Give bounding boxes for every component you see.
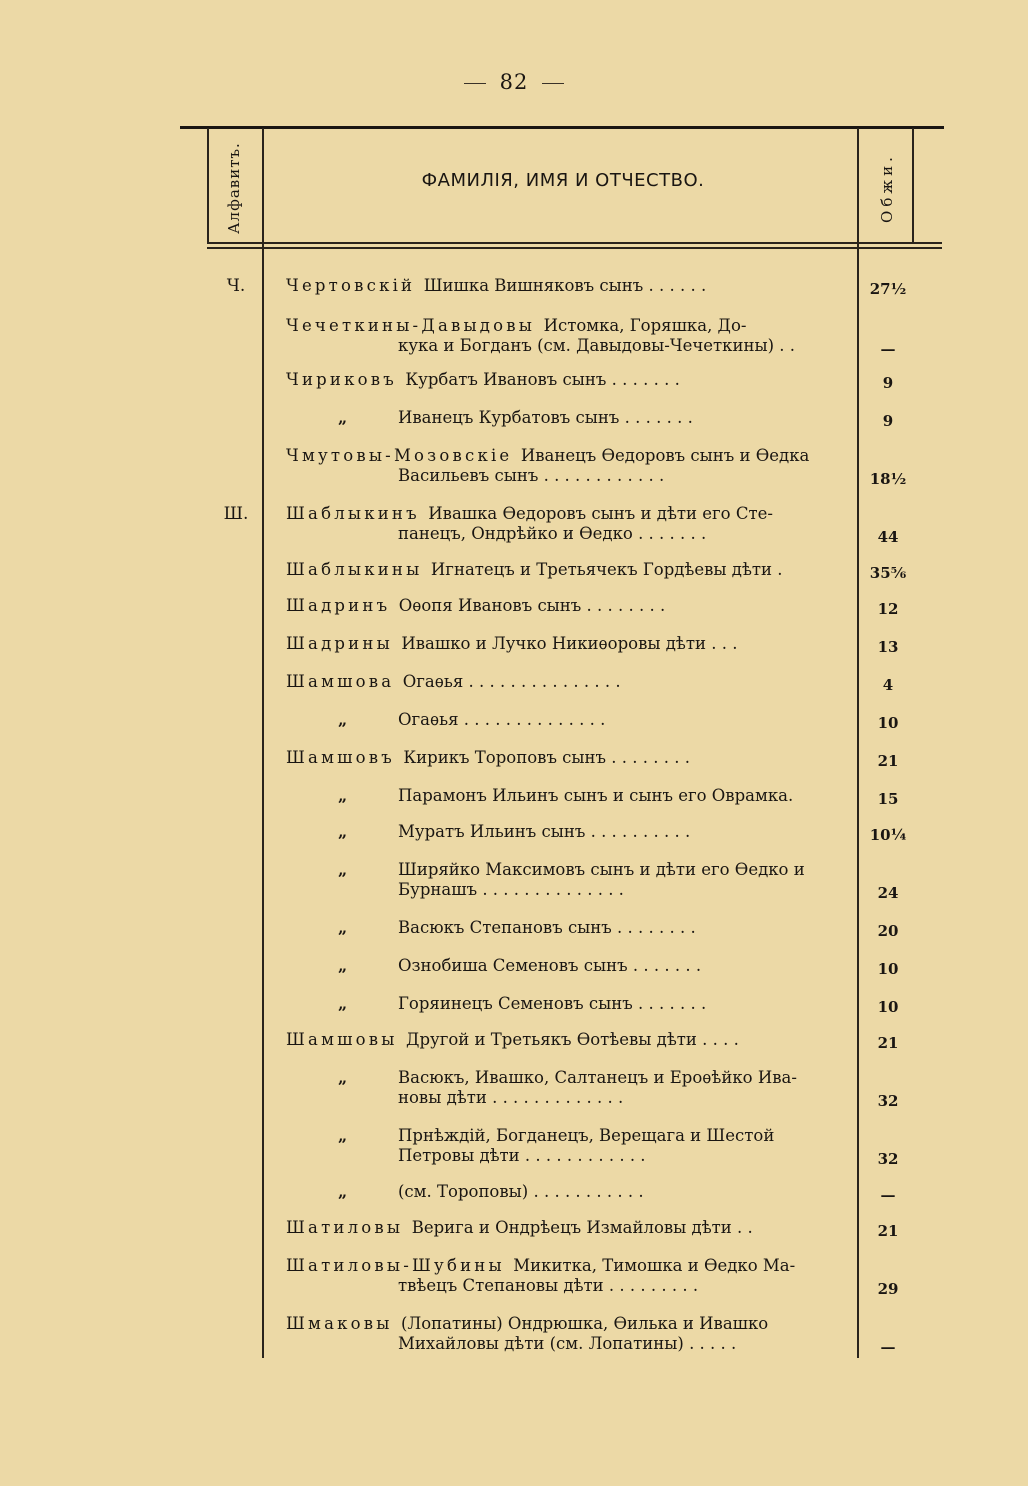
alphabet-letter: Ш. xyxy=(223,504,249,524)
entry-line-text: Огаѳья . . . . . . . . . . . . . . xyxy=(398,710,606,729)
name-column-header: ФАМИЛІЯ, ИМЯ И ОТЧЕСТВО. xyxy=(421,170,705,191)
entry-line-text: новы дѣти . . . . . . . . . . . . . xyxy=(398,1088,624,1107)
entry-line xyxy=(286,822,842,842)
alphabet-header: Алфавитъ. xyxy=(225,142,243,234)
entry-line xyxy=(286,1276,842,1296)
entry-line-text: Веригa и Ондрѣецъ Измайловы дѣти . . xyxy=(411,1218,753,1237)
entry-line-text: (см. Тороповы) . . . . . . . . . . . xyxy=(398,1182,644,1201)
entry-line-text: кука и Богданъ (см. Давыдовы-Чечеткины) . . xyxy=(398,336,796,355)
table-right-border xyxy=(912,128,914,244)
entry-text xyxy=(286,786,842,806)
entry-text xyxy=(286,956,842,976)
entry-line xyxy=(286,504,842,524)
entry-line-text: Оѳопя Ивановъ сынъ . . . . . . . . xyxy=(398,596,666,615)
entry-text xyxy=(286,1218,842,1238)
obzh-value: 10 xyxy=(877,960,899,978)
entry-text xyxy=(286,276,842,296)
entry-text xyxy=(286,994,842,1014)
entry-line-text: Игнатецъ и Третьячекъ Гордѣевы дѣти . xyxy=(430,560,783,579)
obzh-value: 24 xyxy=(877,884,899,902)
entry-line xyxy=(286,880,842,900)
entry-line xyxy=(286,408,842,428)
entry-text xyxy=(286,822,842,842)
entry-line xyxy=(286,786,842,806)
entry-line xyxy=(286,634,842,654)
entry-line xyxy=(286,1088,842,1108)
obzh-value: 32 xyxy=(877,1092,899,1110)
obzh-value: 9 xyxy=(882,374,894,392)
obzh-value: 20 xyxy=(877,922,899,940)
entry-text xyxy=(286,748,842,768)
entry-text xyxy=(286,672,842,692)
entry-line xyxy=(286,1146,842,1166)
obzh-value: 4 xyxy=(882,676,894,694)
obzh-value: 21 xyxy=(877,1222,899,1240)
ditto-mark: „ xyxy=(338,1182,348,1201)
surname: Шадринъ xyxy=(286,596,399,615)
entry-line-text: Ознобиша Семеновъ сынъ . . . . . . . xyxy=(398,956,702,975)
entry-line-text: Бурнашъ . . . . . . . . . . . . . . xyxy=(398,880,624,899)
ditto-mark: „ xyxy=(338,786,348,805)
ditto-mark: „ xyxy=(338,1126,348,1145)
ditto-mark: „ xyxy=(338,918,348,937)
entry-line-text: Парамонъ Ильинъ сынъ и сынъ его Оврамка. xyxy=(398,786,794,805)
entry-text xyxy=(286,316,842,356)
surname: Шадрины xyxy=(286,634,402,653)
surname: Шамшова xyxy=(286,672,403,691)
obzh-value: 9 xyxy=(882,412,894,430)
alpha-column-divider xyxy=(262,128,264,1358)
entry-line xyxy=(286,994,842,1014)
entry-text xyxy=(286,446,842,486)
entry-text xyxy=(286,1256,842,1296)
entry-line xyxy=(286,276,842,296)
entry-line-text: Михайловы дѣти (см. Лопатины) . . . . . xyxy=(398,1334,737,1353)
obzh-value: 29 xyxy=(877,1280,899,1298)
entry-line xyxy=(286,1030,842,1050)
entry-line-text: Васюкъ, Ивашко, Салтанецъ и Ероѳѣйко Ива- xyxy=(398,1068,797,1087)
top-rule xyxy=(180,126,944,129)
surname: Шмаковы xyxy=(286,1314,402,1333)
ditto-mark: „ xyxy=(338,956,348,975)
entry-line-text: Огаѳья . . . . . . . . . . . . . . . xyxy=(402,672,621,691)
entry-text xyxy=(286,1068,842,1108)
entry-line xyxy=(286,316,842,336)
entry-line-text: твѣецъ Степановы дѣти . . . . . . . . . xyxy=(398,1276,699,1295)
entry-line-text: Иванецъ Курбатовъ сынъ . . . . . . . xyxy=(398,408,693,427)
obzh-value: 44 xyxy=(877,528,899,546)
entry-line-text: Муратъ Ильинъ сынъ . . . . . . . . . . xyxy=(398,822,691,841)
obzh-column-divider xyxy=(857,128,859,1358)
obzh-value: 13 xyxy=(877,638,899,656)
entry-line xyxy=(286,466,842,486)
entry-line-text: Ивашка Ѳедоровъ сынъ и дѣти его Сте- xyxy=(428,504,773,523)
entry-line-text: Прнѣждій, Богданецъ, Верещага и Шестой xyxy=(398,1126,775,1145)
surname: Шамшовы xyxy=(286,1030,407,1049)
entry-line-text: Кирикъ Тороповъ сынъ . . . . . . . . xyxy=(403,748,690,767)
obzh-value: 21 xyxy=(877,752,899,770)
entry-line xyxy=(286,748,842,768)
obzh-value: 27½ xyxy=(869,280,907,298)
entry-text xyxy=(286,560,842,580)
obzh-value: — xyxy=(880,1186,896,1204)
alphabet-letter: Ч. xyxy=(226,276,246,296)
obzh-value: — xyxy=(880,1338,896,1356)
entry-line xyxy=(286,1068,842,1088)
entry-line-text: Васильевъ сынъ . . . . . . . . . . . . xyxy=(398,466,665,485)
entry-line xyxy=(286,860,842,880)
obzh-value: 32 xyxy=(877,1150,899,1168)
entry-text xyxy=(286,634,842,654)
entry-line-text: Ивашко и Лучко Никиѳоровы дѣти . . . xyxy=(401,634,738,653)
entry-line-text: Истомка, Горяшка, До- xyxy=(543,316,747,335)
entry-text xyxy=(286,1314,842,1354)
obzh-value: 10¼ xyxy=(869,826,907,844)
dash-right xyxy=(542,83,564,84)
surname: Чечеткины-Давыдовы xyxy=(286,316,544,335)
page-number: 82 xyxy=(0,70,1028,94)
entry-line xyxy=(286,1182,842,1202)
entry-text xyxy=(286,1126,842,1166)
entry-line-text: панецъ, Ондрѣйко и Ѳедко . . . . . . . xyxy=(398,524,707,543)
entry-line xyxy=(286,560,842,580)
ditto-mark: „ xyxy=(338,408,348,427)
surname: Шатиловы xyxy=(286,1218,412,1237)
entry-line-text: Микитка, Тимошка и Ѳедко Ма- xyxy=(513,1256,796,1275)
surname: Чмутовы-Мозовскіе xyxy=(286,446,521,465)
entry-line xyxy=(286,370,842,390)
obzh-value: 15 xyxy=(877,790,899,808)
obzh-value: 10 xyxy=(877,998,899,1016)
entry-line xyxy=(286,956,842,976)
entry-line xyxy=(286,524,842,544)
surname: Шамшовъ xyxy=(286,748,404,767)
entry-line xyxy=(286,918,842,938)
surname: Шаблыкинъ xyxy=(286,504,429,523)
dash-left xyxy=(464,83,486,84)
entry-line xyxy=(286,1334,842,1354)
obzh-value: 35⅚ xyxy=(869,564,907,582)
table-left-border xyxy=(207,128,209,244)
surname: Чириковъ xyxy=(286,370,406,389)
entry-text xyxy=(286,710,842,730)
entry-line-text: (Лопатины) Ондрюшка, Ѳилька и Ивашко xyxy=(401,1314,769,1333)
entry-text xyxy=(286,504,842,544)
obzh-value: 12 xyxy=(877,600,899,618)
ditto-mark: „ xyxy=(338,822,348,841)
obzh-value: 10 xyxy=(877,714,899,732)
entry-line-text: Иванецъ Ѳедоровъ сынъ и Ѳедка xyxy=(520,446,810,465)
ditto-mark: „ xyxy=(338,710,348,729)
entry-line xyxy=(286,446,842,466)
ditto-mark: „ xyxy=(338,860,348,879)
ditto-mark: „ xyxy=(338,1068,348,1087)
entry-line-text: Горяинецъ Семеновъ сынъ . . . . . . . xyxy=(398,994,707,1013)
entry-text xyxy=(286,596,842,616)
surname: Чертовскій xyxy=(286,276,424,295)
obzh-value: 21 xyxy=(877,1034,899,1052)
obzh-value: — xyxy=(880,340,896,358)
ditto-mark: „ xyxy=(338,994,348,1013)
entry-line xyxy=(286,336,842,356)
entry-line xyxy=(286,596,842,616)
entry-line-text: Ширяйко Максимовъ сынъ и дѣти его Ѳедко и xyxy=(398,860,805,879)
entry-line xyxy=(286,1126,842,1146)
entry-line xyxy=(286,1256,842,1276)
entry-line-text: Васюкъ Степановъ сынъ . . . . . . . . xyxy=(398,918,696,937)
entry-text xyxy=(286,918,842,938)
header-bottom-rule-2 xyxy=(207,247,942,249)
obzh-value: 18½ xyxy=(869,470,907,488)
entry-text xyxy=(286,1182,842,1202)
entry-line xyxy=(286,672,842,692)
entry-line-text: Другой и Третьякъ Ѳотѣевы дѣти . . . . xyxy=(406,1030,739,1049)
entry-text xyxy=(286,860,842,900)
entry-text xyxy=(286,370,842,390)
entry-text xyxy=(286,408,842,428)
entry-line xyxy=(286,710,842,730)
entry-line xyxy=(286,1218,842,1238)
entry-line xyxy=(286,1314,842,1334)
entry-text xyxy=(286,1030,842,1050)
entry-line-text: Курбатъ Ивановъ сынъ . . . . . . . xyxy=(405,370,680,389)
surname: Шатиловы-Шубины xyxy=(286,1256,514,1275)
entry-line-text: Петровы дѣти . . . . . . . . . . . . xyxy=(398,1146,646,1165)
obzh-header: Обжи. xyxy=(878,153,896,223)
surname: Шаблыкины xyxy=(286,560,431,579)
entry-line-text: Шишка Вишняковъ сынъ . . . . . . xyxy=(423,276,707,295)
header-bottom-rule xyxy=(207,242,942,244)
